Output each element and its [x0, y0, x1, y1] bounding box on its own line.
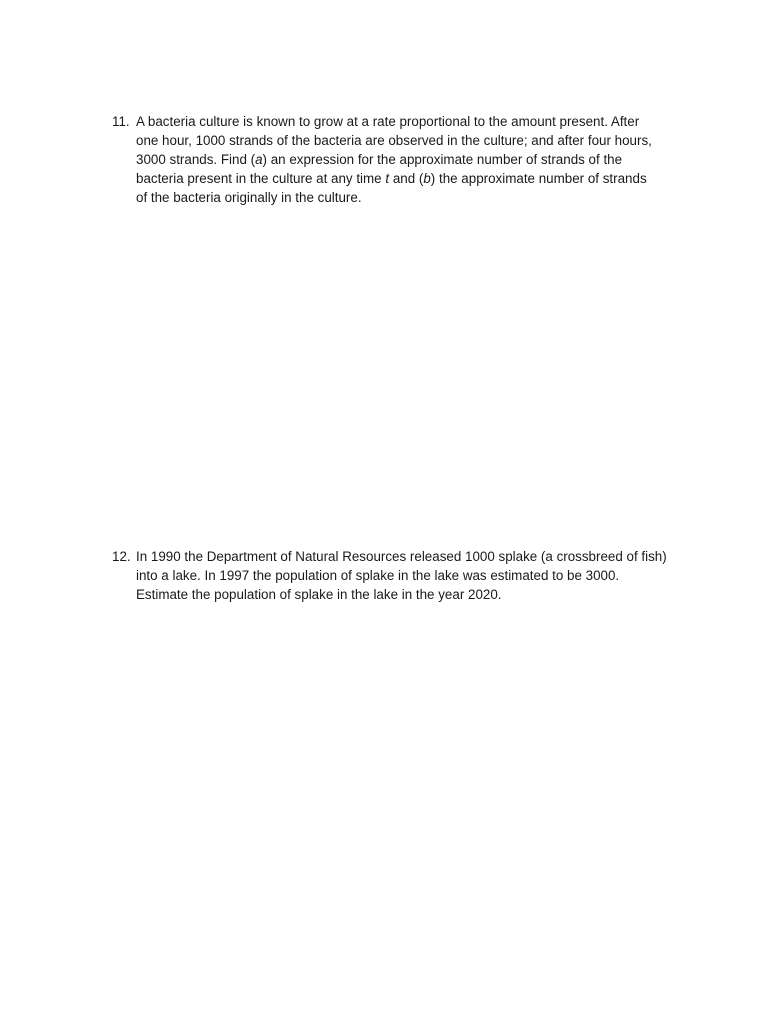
italic-variable-t: t: [385, 171, 390, 186]
problem-text: [136, 547, 692, 604]
problem-line: [136, 169, 692, 188]
text-segment: ) an expression for the approximate number of strands of the: [262, 152, 623, 167]
problem-text: [136, 112, 692, 207]
italic-variable-b: b: [423, 171, 431, 186]
problem-line: [136, 150, 692, 169]
text-segment: bacteria present in the culture at any time: [136, 171, 386, 186]
problem-12: [112, 547, 692, 604]
problem-number: 11.: [112, 114, 130, 129]
text-segment: 3000 strands. Find (: [136, 152, 256, 167]
problem-line: into a lake. In 1997 the population of splake in the lake was estimated to be 3000.: [136, 568, 620, 583]
problem-line: A bacteria culture is known to grow at a rate proportional to the amount present. After: [136, 114, 640, 129]
italic-variable-a: a: [255, 152, 263, 167]
problem-number: 12.: [112, 549, 131, 564]
text-segment: and (: [389, 171, 424, 186]
problem-11: [112, 112, 692, 207]
problem-line: In 1990 the Department of Natural Resources released 1000 splake (a crossbreed of fish): [136, 549, 667, 564]
text-segment: ) the approximate number of strands: [430, 171, 647, 186]
problem-line: of the bacteria originally in the culture.: [136, 190, 362, 205]
problem-line: one hour, 1000 strands of the bacteria are observed in the culture; and after four hours,: [136, 133, 652, 148]
problem-line: Estimate the population of splake in the lake in the year 2020.: [136, 587, 502, 602]
